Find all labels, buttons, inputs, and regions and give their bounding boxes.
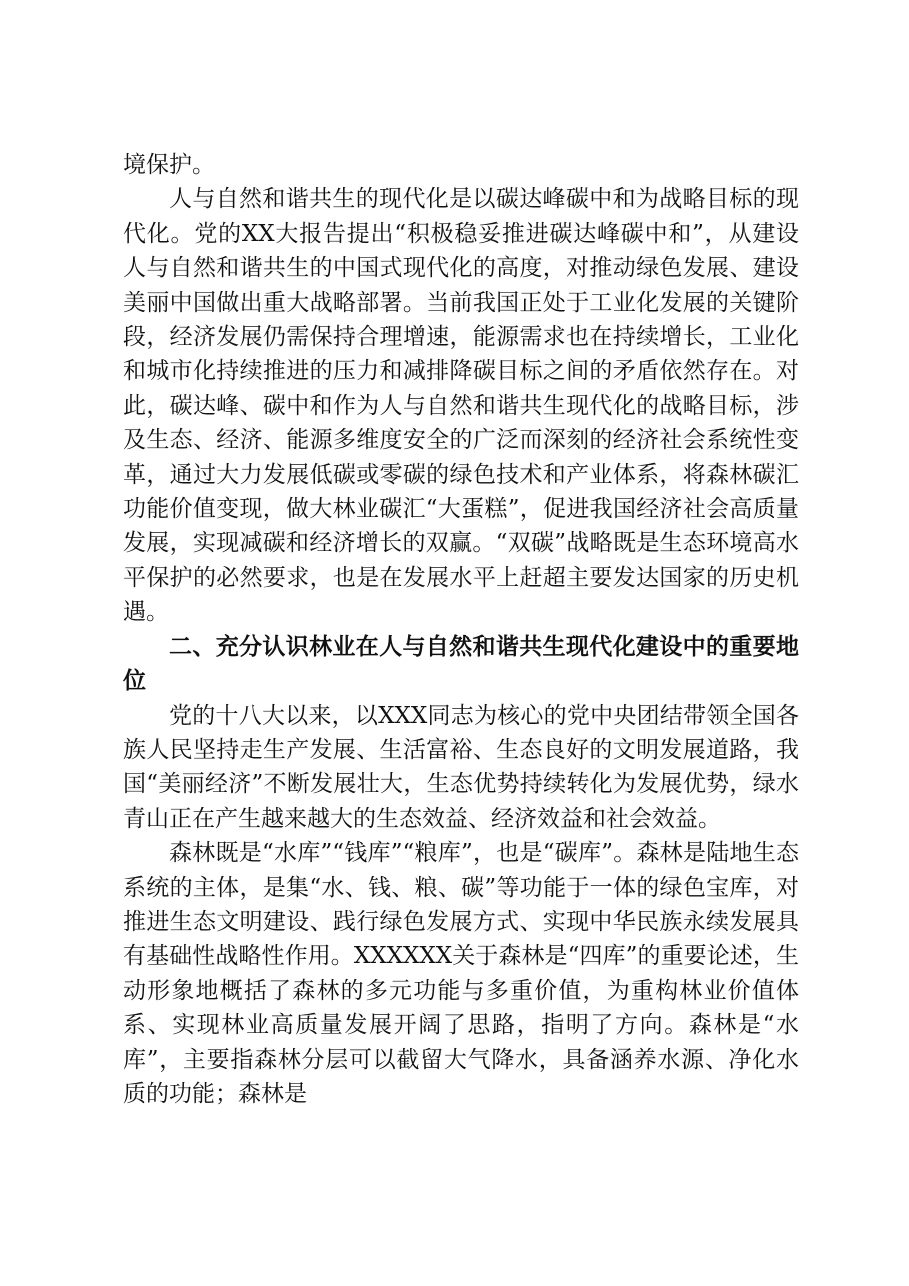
paragraph-continuation: 境保护。	[123, 152, 215, 178]
paragraph-carbon-neutrality: 人与自然和谐共生的现代化是以碳达峰碳中和为战略目标的现代化。党的XX大报告提出“积极稳妥推进碳达峰碳中和”，从建设人与自然和谐共生的中国式现代化的高度，对推动绿色发展、建设美丽中国做出重大战略部署。当前我国正处于工业化发展的关键阶段，经济发展仍需保持合理增速，能源需求也在持续增长，工业化和城市化持续推进的压力和减排降碳目标之间的矛盾依然存在。对此，碳达峰、碳中和作为人与自然和谐共生现代化的战略目标，涉及生态、经济、能源多维度安全的广泛而深刻的经济社会系统性变革，通过大力发展低碳或零碳的绿色技术和产业体系，将森林碳汇功能价值变现，做大林业碳汇“大蛋糕”，促进我国经济社会高质量发展，实现减碳和经济增长的双赢。“双碳”战略既是生态环境高水平保护的必然要求，也是在发展水平上赶超主要发达国家的历史机遇。	[123, 186, 799, 626]
document-body	[123, 148, 799, 1111]
section-heading: 二、充分认识林业在人与自然和谐共生现代化建设中的重要地位	[123, 633, 799, 695]
paragraph-ecological-civilization: 党的十八大以来，以XXX同志为核心的党中央团结带领全国各族人民坚持走生产发展、生活富裕、生态良好的文明发展道路，我国“美丽经济”不断发展壮大，生态优势持续转化为发展优势，绿水青山正在产生越来越大的生态效益、经济效益和社会效益。	[123, 702, 799, 832]
paragraph-forest-four-reservoirs: 森林既是“水库”“钱库”“粮库”，也是“碳库”。森林是陆地生态系统的主体，是集“水、钱、粮、碳”等功能于一体的绿色宝库，对推进生态文明建设、践行绿色发展方式、实现中华民族永续发展具有基础性战略性作用。XXXXXX关于森林是“四库”的重要论述，生动形象地概括了森林的多元功能与多重价值，为重构林业价值体系、实现林业高质量发展开阔了思路，指明了方向。森林是“水库”，主要指森林分层可以截留大气降水，具备涵养水源、净化水质的功能；森林是	[123, 840, 799, 1107]
